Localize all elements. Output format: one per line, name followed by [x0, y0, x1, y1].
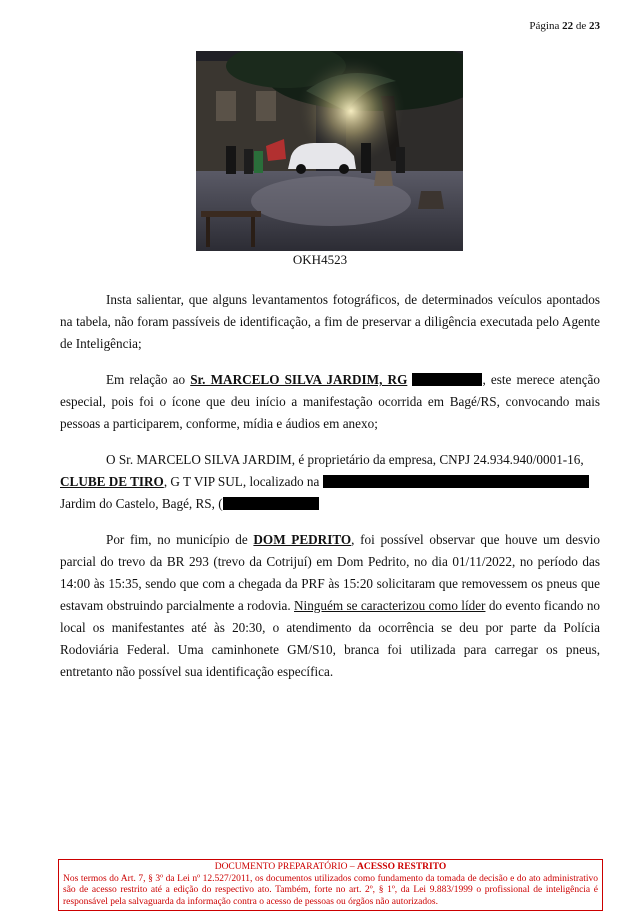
restricted-access-footer: [58, 859, 603, 911]
paragraph-4: [60, 529, 600, 683]
p3-location: , G T VIP SUL, localizado na: [163, 474, 320, 489]
page-number: [529, 20, 600, 32]
p3-address: Jardim do Castelo, Bagé, RS, (: [60, 496, 223, 511]
footer-title-doc: DOCUMENTO PREPARATÓRIO –: [214, 862, 357, 872]
redaction-bar: [223, 497, 319, 510]
p2-person-name: Sr. MARCELO SILVA JARDIM, RG: [190, 372, 408, 387]
p4-city: DOM PEDRITO: [253, 532, 352, 547]
p2-rest: , este merece atenção especial, pois foi o ícone que deu início a manifestação ocorrida em Bagé/RS, convocando mais pessoas a participarem, conforme, mídia e áudios em anexo;: [60, 372, 600, 431]
p4-intro: Por fim, no município de: [106, 532, 254, 547]
paragraph-3: [60, 449, 600, 515]
body-text: [60, 289, 600, 683]
footer-legal-text: Nos termos do Art. 7, § 3º da Lei nº 12.527/2011, os documentos utilizados como fundamento da tomada de decisão e do ato administrativo são de acesso restrito até a edição do respectivo ato. Também, forte no art. 2º, § 1º, da Lei 9.883/1999 o profissional de inteligência é responsável pela salvaguarda da informação contra o acesso de pessoas ou órgãos não autorizados.: [63, 873, 598, 907]
p3-club-name: CLUBE DE TIRO: [60, 474, 164, 489]
page-label: Página: [529, 20, 560, 32]
p4-rest: do evento ficando no local os manifestantes até às 20:30, o atendimento da ocorrência se deu por parte da Polícia Rodoviária Federal. Uma caminhonete GM/S10, branca foi utilizada para carregar os pneus, entretanto não possível sua identificação específica.: [60, 598, 601, 679]
night-street-photo: [196, 51, 463, 251]
page-current: 22: [562, 20, 574, 32]
p4-no-leader: Ninguém se caracterizou como líder: [294, 598, 486, 613]
photo-caption: OKH4523: [292, 252, 348, 267]
redaction-bar: [323, 475, 589, 488]
footer-title: [63, 862, 598, 874]
page-total: 23: [589, 20, 600, 32]
photo-illustration: [196, 51, 463, 251]
p3-intro: O Sr. MARCELO SILVA JARDIM, é proprietário da empresa, CNPJ 24.934.940/0001-16,: [106, 452, 584, 467]
paragraph-1: Insta salientar, que alguns levantamentos fotográficos, de determinados veículos apontados na tabela, não foram passíveis de identificação, a fim de preservar a diligência executada pelo Agente de Inteligência;: [60, 292, 600, 351]
p4-body: , foi possível observar que houve um desvio parcial do trevo da BR 293 (trevo da Cotrijuí) em Dom Pedrito, no dia 01/11/2022, no período das 14:00 às 15:35, sendo que com a chegada da PRF às 15:20 solicitaram que removessem os pneus que estavam obstruindo parcialmente a rodovia.: [60, 532, 600, 613]
redaction-bar: [412, 373, 482, 386]
page-of: de: [575, 20, 587, 32]
footer-title-restricted: ACESSO RESTRITO: [356, 862, 447, 872]
paragraph-2: [60, 369, 600, 435]
p2-intro: Em relação ao: [106, 372, 191, 387]
